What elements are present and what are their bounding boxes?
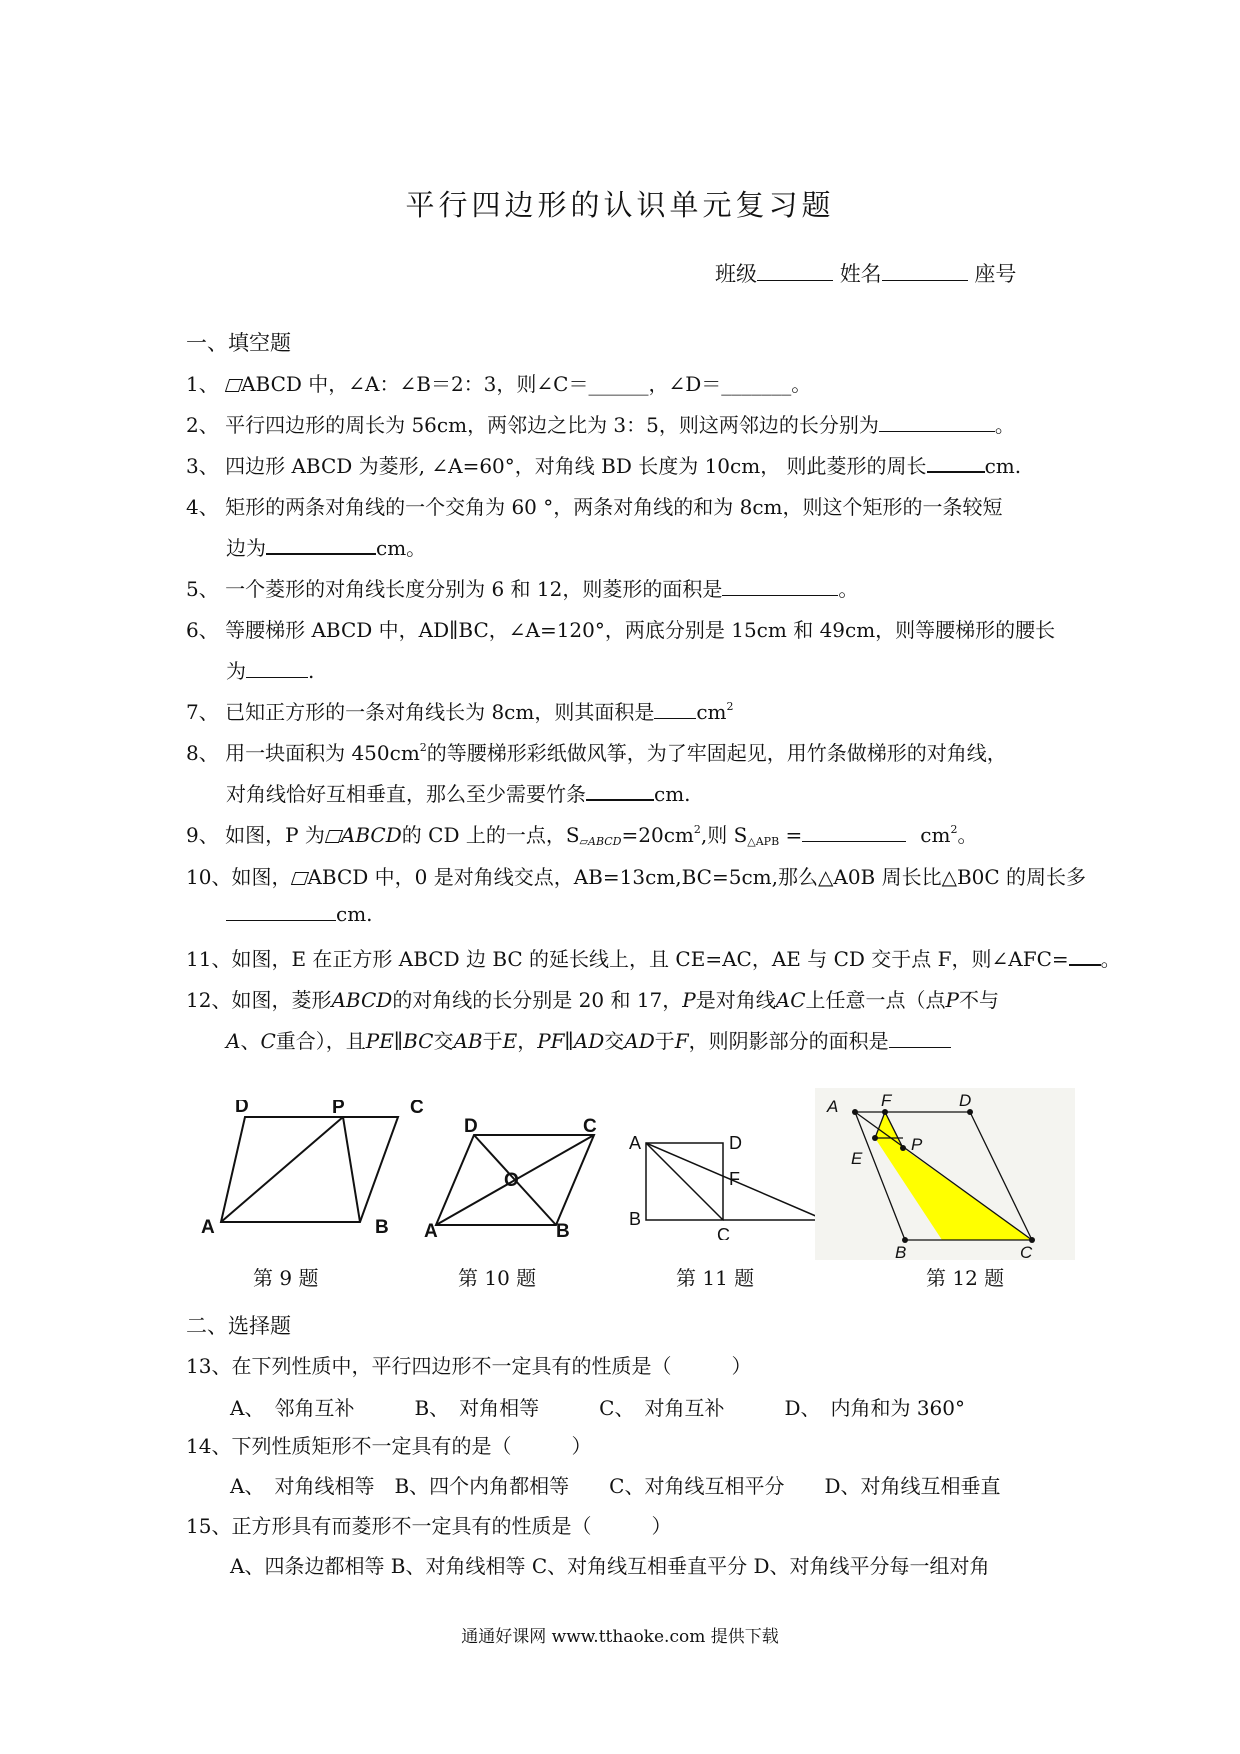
question-end: 。 [994, 413, 1015, 437]
question-1 [186, 368, 811, 397]
point-name: C [260, 1029, 276, 1053]
question-text: 的等腰梯形彩纸做风筝，为了牢固起见，用竹条做梯形的对角线， [426, 741, 1007, 765]
answer-blank[interactable] [246, 659, 308, 678]
parallel-symbol: ∥ [564, 1029, 574, 1053]
unit: cm [696, 700, 727, 724]
question-number: 13、 [186, 1354, 232, 1378]
label-d: D [235, 1100, 249, 1117]
diagonal-ac [646, 1143, 723, 1220]
question-10 [186, 861, 1086, 890]
question-text: 于 [482, 1029, 503, 1053]
point-name: A [226, 1029, 241, 1053]
segment-name: AD [573, 1029, 605, 1053]
answer-blank[interactable] [879, 413, 995, 432]
label-b: B [895, 1243, 907, 1260]
question-text: 为 [226, 659, 246, 683]
question-8-line2 [226, 778, 691, 807]
point-name: P [945, 988, 959, 1012]
superscript: 2 [693, 823, 701, 836]
question-13 [186, 1350, 751, 1379]
question-number: 9、 [186, 823, 219, 847]
section-multiple-choice: 二、选择题 [186, 1314, 291, 1338]
segment-ap [221, 1117, 343, 1222]
question-number: 10、 [186, 865, 232, 889]
question-text: ABCD 中，0 是对角线交点，AB=13cm,BC=5cm,那么△A0B 周长比△B0C 的周长多 [307, 865, 1087, 889]
segment-name: PE [365, 1029, 394, 1053]
student-info [715, 258, 1016, 288]
question-number: 5、 [186, 577, 219, 601]
label-e: E [851, 1149, 863, 1168]
question-number: 8、 [186, 741, 219, 765]
question-text: 四边形 ABCD 为菱形, ∠A=60°，对角线 BD 长度为 10cm， 则此菱形的周长 [225, 454, 927, 478]
question-14-options: A、 对角线相等 B、四个内角都相等 C、对角线互相平分 D、对角线互相垂直 [230, 1474, 1001, 1498]
subscript: △APB [747, 835, 780, 848]
subscript: ABCD [588, 835, 622, 848]
section-fill-in: 一、填空题 [186, 331, 291, 355]
question-text: ， [517, 1029, 538, 1053]
question-text: 如图，E 在正方形 ABCD 边 BC 的延长线上，且 CE=AC，AE 与 CD 交于点 F，则∠AFC= [231, 947, 1069, 971]
footer-credit: 通通好课网 www.tthaoke.com 提供下载 [461, 1627, 779, 1647]
question-end: . [308, 659, 315, 683]
label-o: O [504, 1170, 519, 1191]
caption-figure-9: 第 9 题 [253, 1266, 319, 1290]
parallel-symbol: ∥ [393, 1029, 404, 1053]
answer-blank[interactable] [927, 453, 985, 473]
question-end: cm。 [376, 536, 427, 560]
segment-name: PF [537, 1029, 565, 1053]
class-label: 班级 [715, 262, 757, 286]
question-text: ,则 S [700, 823, 748, 847]
segment-name: AD [624, 1029, 655, 1053]
point-name: F [674, 1029, 689, 1053]
question-text: 的 CD 上的一点，S [401, 823, 580, 847]
question-9 [186, 819, 977, 848]
point-e [872, 1135, 878, 1141]
question-10-line2 [226, 902, 373, 926]
label-p: P [332, 1100, 345, 1118]
question-12-line2 [226, 1025, 951, 1054]
question-end: 。 [1100, 947, 1121, 971]
question-text: 于 [654, 1029, 675, 1053]
question-text: 等腰梯形 ABCD 中，AD∥BC，∠A=120°，两底分别是 15cm 和 49cm，则等腰梯形的腰长 [225, 618, 1056, 642]
point-p [900, 1145, 906, 1151]
parallelogram-symbol-icon [225, 377, 241, 391]
answer-blank[interactable] [889, 1029, 951, 1048]
question-7 [186, 696, 734, 725]
question-text: 不与 [958, 988, 999, 1012]
question-text: 在下列性质中，平行四边形不一定具有的性质是（ ） [231, 1354, 752, 1378]
question-text: 平行四边形的周长为 56cm，两邻边之比为 3：5，则这两邻边的长分别为 [225, 413, 879, 437]
label-d: D [729, 1133, 742, 1153]
question-number: 15、 [186, 1514, 232, 1538]
segment-pb [343, 1117, 360, 1222]
name-label: 姓名 [839, 262, 882, 286]
seat-label: 座号 [974, 262, 1017, 286]
label-a: A [629, 1133, 642, 1153]
answer-blank[interactable] [654, 700, 696, 719]
segment-name: AB [453, 1029, 483, 1053]
question-text: 如图， [231, 865, 292, 889]
parallelogram-symbol-icon [325, 828, 341, 842]
answer-blank[interactable] [586, 781, 654, 801]
superscript: 2 [726, 700, 734, 713]
label-f: F [881, 1091, 892, 1110]
question-text: 上任意一点（点 [805, 988, 946, 1012]
page-title: 平行四边形的认识单元复习题 [405, 188, 835, 222]
question-number: 7、 [186, 700, 219, 724]
question-text: 交 [604, 1029, 625, 1053]
answer-blank[interactable] [226, 902, 336, 921]
label-a: A [424, 1221, 438, 1240]
figure-10 [420, 1115, 620, 1240]
question-end: 。 [838, 577, 859, 601]
question-text: 如图，菱形 [231, 988, 332, 1012]
question-text: =20cm [621, 823, 694, 847]
question-number: 1、 [186, 372, 219, 396]
label-c: C [410, 1100, 424, 1118]
name-blank[interactable] [882, 260, 968, 281]
label-c: C [1020, 1243, 1033, 1260]
label-c: C [583, 1116, 597, 1137]
label-b: B [629, 1209, 642, 1229]
question-text: 矩形的两条对角线的一个交角为 60 °，两条对角线的和为 8cm，则这个矩形的一条较短 [225, 495, 1003, 519]
question-6 [186, 614, 1055, 643]
label-d: D [959, 1091, 972, 1110]
question-number: 4、 [186, 495, 219, 519]
question-4 [186, 491, 1003, 520]
question-text: = [779, 823, 803, 847]
question-text: 如图，P 为 [225, 823, 325, 847]
question-text: 是对角线 [695, 988, 776, 1012]
question-text: ABCD 中，∠A：∠B＝2：3，则∠C＝______，∠D＝_______。 [241, 372, 812, 396]
question-12 [186, 984, 999, 1013]
question-number: 11、 [186, 947, 232, 971]
label-f: F [729, 1169, 740, 1189]
unit: cm [920, 823, 951, 847]
question-text: ，则阴影部分的面积是 [688, 1029, 889, 1053]
question-number: 3、 [186, 454, 219, 478]
question-3 [186, 450, 1021, 479]
question-text: 边为 [226, 536, 266, 560]
point-name: P [682, 988, 696, 1012]
question-14 [186, 1430, 591, 1459]
question-8 [186, 737, 1007, 766]
question-number: 6、 [186, 618, 219, 642]
question-text: 对角线恰好互相垂直，那么至少需要竹条 [226, 782, 586, 806]
question-text: 交 [433, 1029, 454, 1053]
question-text: 重合），且 [275, 1029, 366, 1053]
figure-name: ABCD [331, 988, 393, 1012]
label-a: A [827, 1097, 839, 1116]
question-number: 14、 [186, 1434, 232, 1458]
figure-name: ABCD [340, 823, 402, 847]
question-5 [186, 573, 858, 602]
label-b: B [375, 1217, 389, 1238]
question-2 [186, 409, 1015, 438]
label-a: A [201, 1217, 215, 1238]
point-a [852, 1109, 858, 1115]
question-15-options: A、四条边都相等 B、对角线相等 C、对角线互相垂直平分 D、对角线平分每一组对角 [230, 1554, 990, 1578]
question-text: 已知正方形的一条对角线长为 8cm，则其面积是 [225, 700, 655, 724]
question-end: 。 [957, 823, 978, 847]
label-d: D [464, 1116, 478, 1137]
caption-figure-12: 第 12 题 [926, 1266, 1005, 1290]
label-p: P [911, 1135, 923, 1154]
label-b: B [556, 1221, 570, 1240]
question-text: 的对角线的长分别是 20 和 17， [392, 988, 683, 1012]
question-4-line2 [226, 532, 426, 561]
label-c: C [717, 1225, 730, 1240]
question-text: 一个菱形的对角线长度分别为 6 和 12，则菱形的面积是 [225, 577, 723, 601]
question-end: cm. [984, 454, 1022, 478]
question-end: cm. [336, 902, 373, 926]
answer-blank[interactable] [266, 535, 376, 555]
caption-figure-10: 第 10 题 [458, 1266, 537, 1290]
figure-12 [815, 1088, 1075, 1260]
question-text: 、 [240, 1029, 261, 1053]
parallelogram-abcd [221, 1117, 398, 1222]
question-number: 2、 [186, 413, 219, 437]
question-6-line2 [226, 655, 314, 684]
superscript: 2 [419, 741, 427, 754]
answer-blank[interactable] [802, 823, 906, 842]
figure-9 [195, 1100, 435, 1250]
answer-blank[interactable] [1069, 946, 1101, 966]
question-number: 12、 [186, 988, 232, 1012]
segment-name: AC [775, 988, 806, 1012]
superscript: 2 [950, 823, 958, 836]
class-blank[interactable] [757, 260, 833, 281]
question-end: cm. [654, 782, 691, 806]
point-name: E [502, 1029, 518, 1053]
question-13-options: A、 邻角互补 B、 对角相等 C、 对角互补 D、 内角和为 360° [230, 1396, 966, 1420]
parallelogram-symbol-icon [291, 870, 307, 884]
caption-figure-11: 第 11 题 [676, 1266, 755, 1290]
subscript: ▱ [579, 835, 589, 848]
segment-name: BC [403, 1029, 434, 1053]
question-text: 用一块面积为 450cm [225, 741, 420, 765]
question-15 [186, 1510, 671, 1539]
question-text: 正方形具有而菱形不一定具有的性质是（ ） [231, 1514, 672, 1538]
figure-11 [615, 1125, 840, 1240]
question-text: 下列性质矩形不一定具有的是（ ） [231, 1434, 592, 1458]
answer-blank[interactable] [722, 577, 838, 596]
question-11 [186, 943, 1121, 972]
